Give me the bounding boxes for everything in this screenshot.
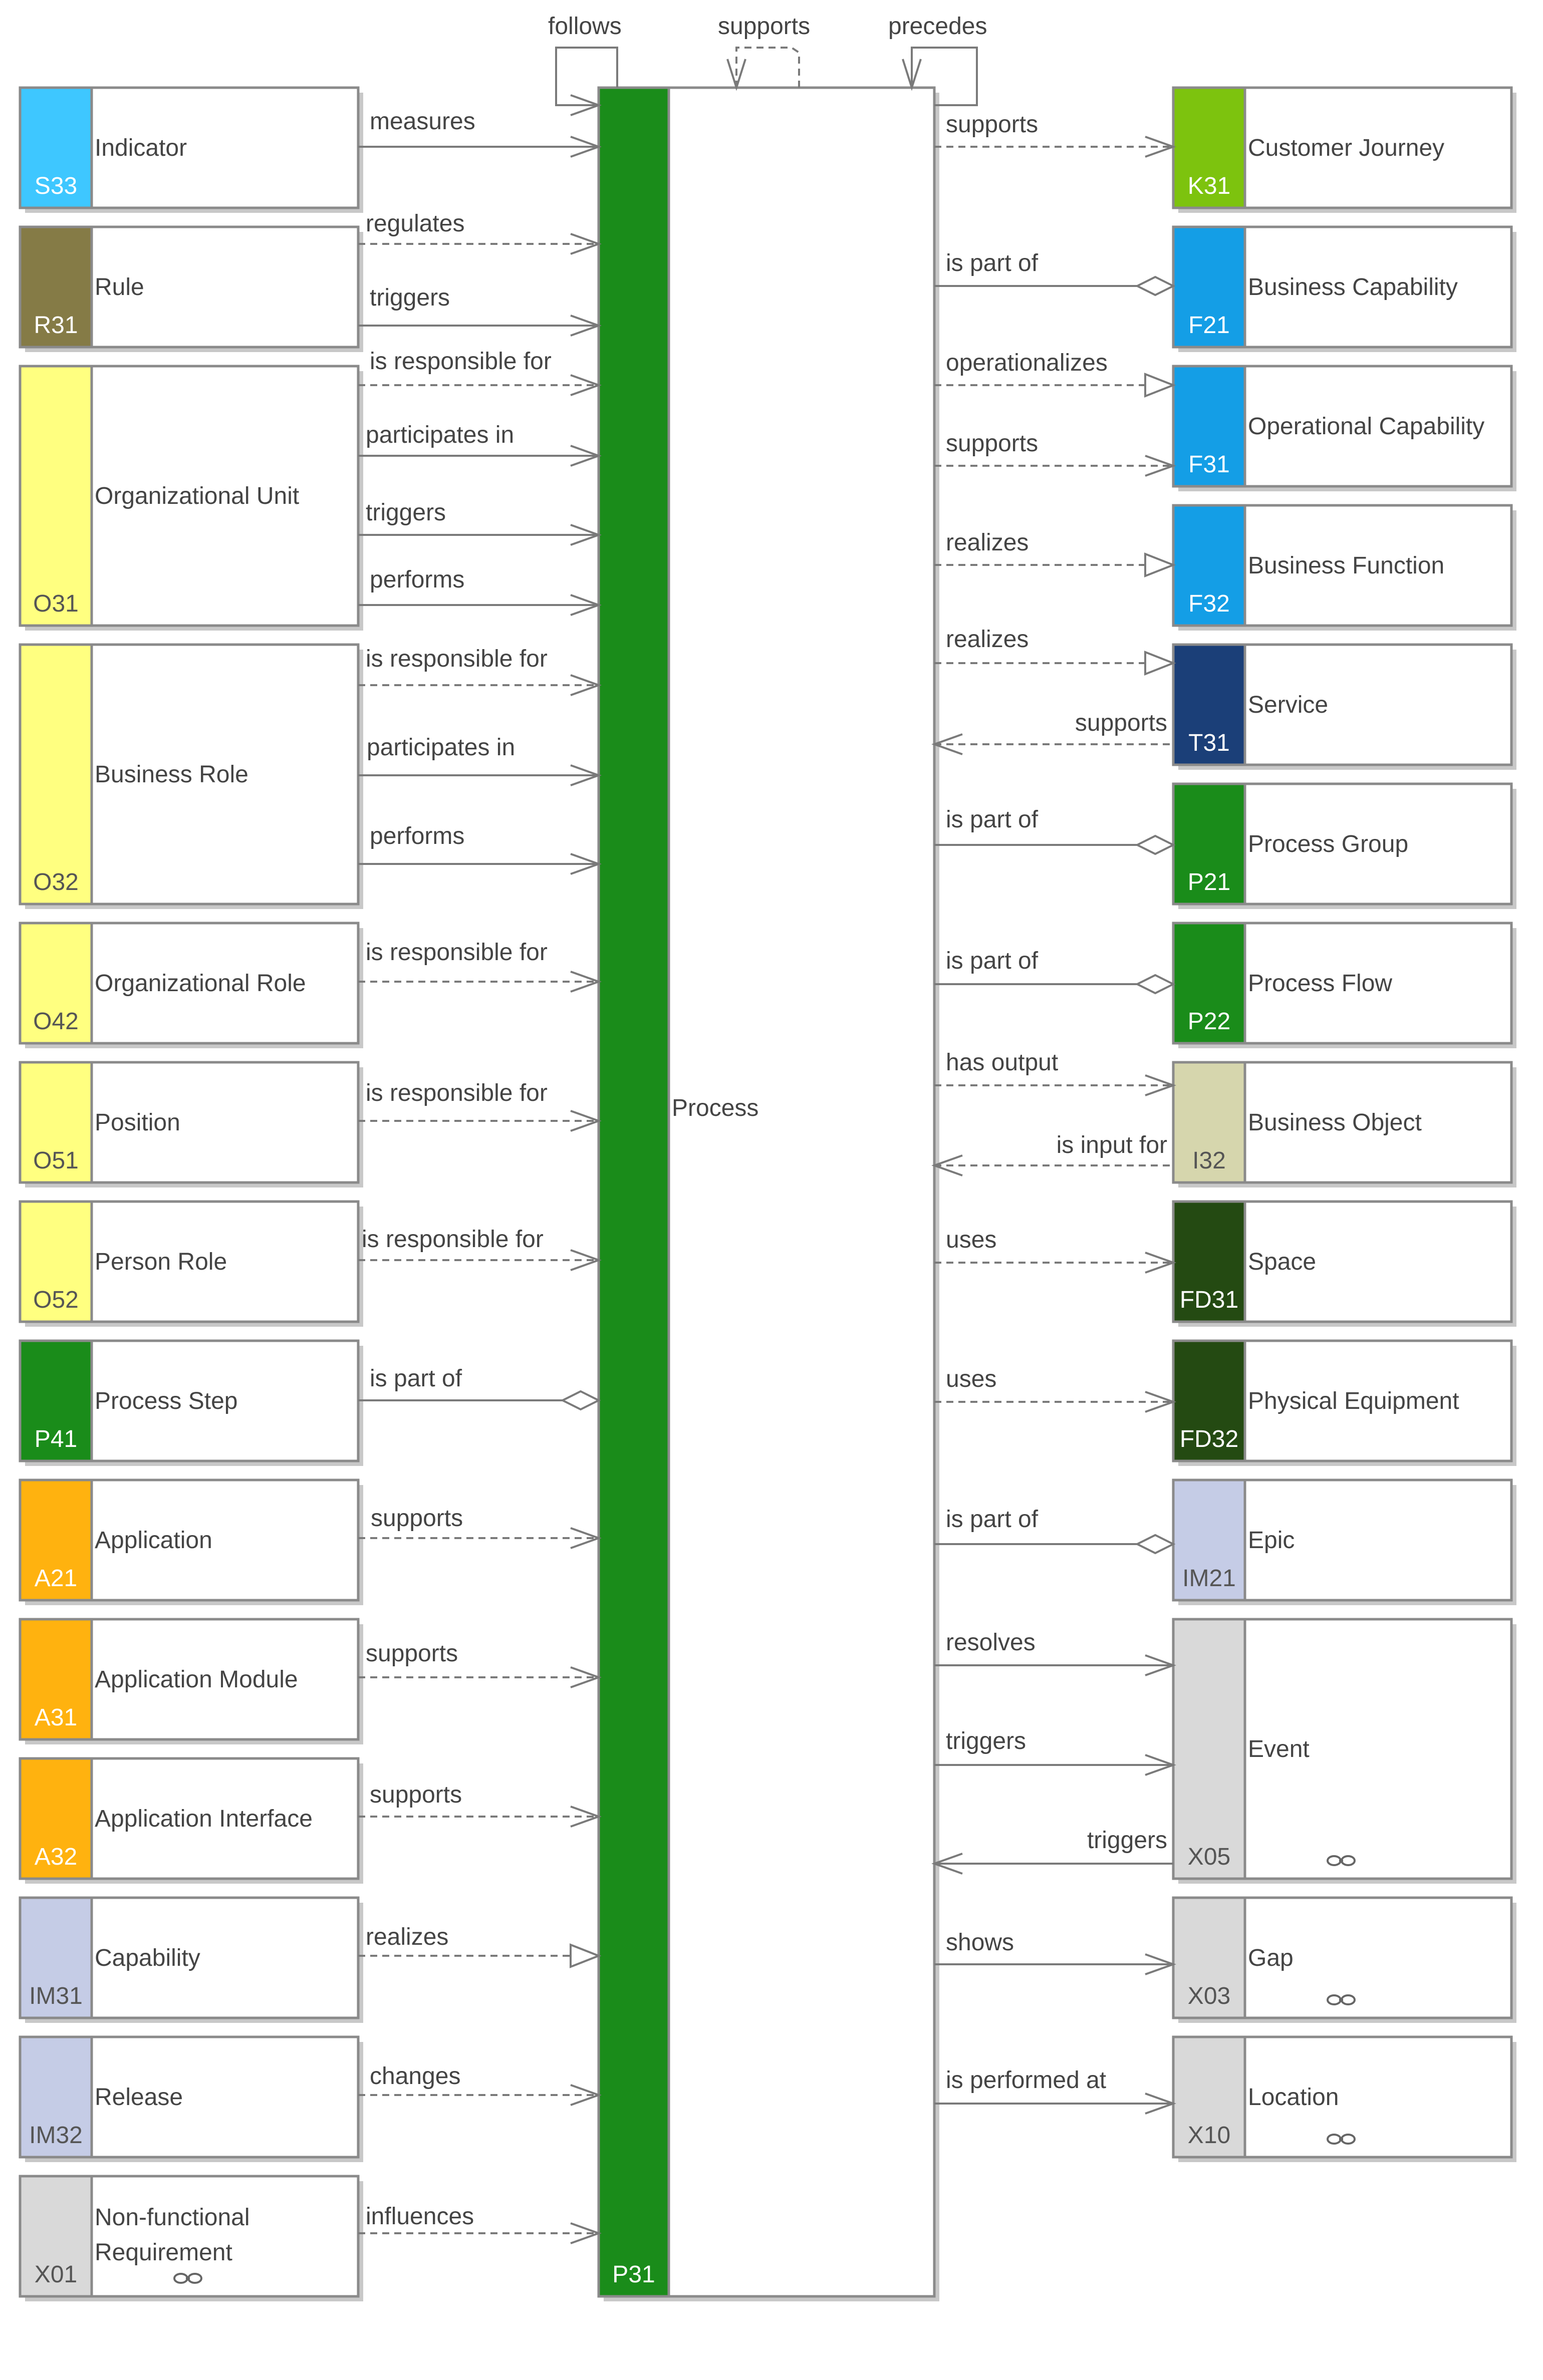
box-code: F21 [1188, 312, 1230, 339]
left-box-indicator[interactable] [20, 88, 358, 208]
left-box-person-role[interactable] [20, 1202, 358, 1322]
box-name: Epic [1248, 1527, 1295, 1554]
box-name: Physical Equipment [1248, 1388, 1459, 1414]
relation-label: supports [370, 1781, 462, 1808]
relation-supports [934, 430, 1173, 476]
box-name: Application Interface [95, 1806, 313, 1832]
box-code: P22 [1187, 1008, 1231, 1035]
box-name: Organizational Role [95, 970, 306, 997]
relation-is-part-of [934, 1506, 1173, 1553]
box-code: P31 [612, 2261, 655, 2288]
center-box-process[interactable] [599, 88, 934, 2296]
left-box-organizational-role[interactable] [20, 923, 358, 1043]
relation-label: is part of [370, 1365, 462, 1392]
relation-is-performed-at [934, 2067, 1173, 2114]
triangle-arrowhead [1145, 374, 1173, 396]
box-code: X10 [1187, 2122, 1231, 2149]
box-code: O42 [33, 1008, 79, 1035]
diamond-arrowhead [1137, 975, 1173, 993]
box-name-line: Requirement [95, 2239, 232, 2266]
relation-label: is input for [1056, 1132, 1167, 1158]
diamond-arrowhead [563, 1391, 599, 1409]
box-name: Organizational Unit [95, 483, 300, 509]
relation-label: uses [946, 1227, 997, 1253]
box-name: Application Module [95, 1666, 298, 1693]
box-code: O51 [33, 1147, 79, 1174]
relation-label: triggers [366, 499, 446, 526]
relation-label: is responsible for [366, 939, 548, 966]
relation-label: supports [946, 430, 1039, 457]
relation-label: is part of [946, 806, 1039, 833]
left-box-capability[interactable] [20, 1898, 358, 2018]
relation-is-responsible-for [358, 1226, 599, 1270]
relation-label: resolves [946, 1629, 1036, 1656]
box-code: O52 [33, 1287, 79, 1313]
right-box-business-object[interactable] [1173, 1062, 1511, 1182]
box-code: F31 [1188, 451, 1230, 478]
relation-uses [934, 1227, 1173, 1273]
relation-influences [358, 2203, 599, 2243]
box-color-stripe [20, 645, 92, 904]
relation-regulates [358, 210, 599, 254]
triangle-arrowhead [1145, 652, 1173, 674]
relation-triggers [934, 1827, 1173, 1874]
relation-line [736, 48, 799, 88]
relation-label: participates in [366, 422, 515, 448]
relation-supports [934, 111, 1173, 157]
box-code: FD31 [1179, 1287, 1239, 1313]
relation-label: influences [366, 2203, 474, 2230]
box-code: P41 [34, 1426, 78, 1452]
relation-label: supports [718, 13, 811, 40]
relation-label: is part of [946, 948, 1039, 974]
relation-label: triggers [946, 1728, 1026, 1754]
box-name: Process Group [1248, 831, 1409, 857]
right-box-operational-capability[interactable] [1173, 366, 1511, 486]
right-box-process-group[interactable] [1173, 784, 1511, 904]
relation-label: has output [946, 1049, 1059, 1076]
self-relation-supports [718, 13, 810, 88]
relation-measures [358, 108, 599, 157]
box-name: Gap [1248, 1945, 1294, 1971]
box-code: O32 [33, 869, 79, 896]
box-code: K31 [1187, 173, 1231, 199]
relation-performs [358, 566, 599, 615]
left-box-business-role[interactable] [20, 645, 358, 904]
right-box-epic[interactable] [1173, 1480, 1511, 1600]
relation-realizes [358, 1924, 599, 1967]
relation-label: shows [946, 1929, 1014, 1956]
box-code: IM21 [1182, 1565, 1236, 1592]
relation-label: supports [946, 111, 1039, 138]
relation-participates-in [358, 422, 599, 466]
box-name: Operational Capability [1248, 413, 1485, 440]
box-name: Business Object [1248, 1109, 1422, 1136]
relation-label: participates in [367, 734, 516, 761]
right-box-event[interactable] [1173, 1619, 1511, 1879]
box-color-stripe [20, 366, 92, 626]
left-box-release[interactable] [20, 2037, 358, 2157]
box-name: Customer Journey [1248, 135, 1445, 161]
left-box-application-interface[interactable] [20, 1758, 358, 1879]
relation-participates-in [358, 734, 599, 785]
box-code: IM31 [29, 1983, 83, 2009]
relation-supports [358, 1781, 599, 1827]
box-name: Business Role [95, 761, 248, 788]
triangle-arrowhead [1145, 554, 1173, 576]
relation-label: triggers [370, 284, 450, 311]
relation-label: realizes [366, 1924, 449, 1950]
relation-is-responsible-for [358, 646, 599, 695]
right-box-location[interactable] [1173, 2037, 1511, 2157]
box-name-line: Non-functional [95, 2204, 250, 2231]
right-box-business-capability[interactable] [1173, 227, 1511, 347]
diamond-arrowhead [1137, 1535, 1173, 1553]
box-code: S33 [34, 173, 78, 199]
box-name: Application [95, 1527, 212, 1554]
relation-supports [934, 710, 1173, 754]
box-name: Location [1248, 2084, 1339, 2111]
box-code: R31 [34, 312, 78, 339]
box-code: F32 [1188, 590, 1230, 617]
relation-supports [358, 1505, 599, 1548]
left-box-rule[interactable] [20, 227, 358, 347]
relation-label: is responsible for [366, 646, 548, 672]
relation-label: is responsible for [370, 348, 552, 375]
relation-has-output [934, 1049, 1173, 1095]
box-code: P21 [1187, 869, 1231, 896]
box-code: I32 [1192, 1147, 1226, 1174]
right-box-gap[interactable] [1173, 1898, 1511, 2018]
relation-is-part-of [934, 948, 1173, 993]
relation-resolves [934, 1629, 1173, 1675]
left-box-application-module[interactable] [20, 1619, 358, 1739]
relation-is-part-of [358, 1365, 599, 1409]
right-box-space[interactable] [1173, 1202, 1511, 1322]
box-name: Event [1248, 1736, 1310, 1762]
relation-label: is responsible for [366, 1080, 548, 1106]
box-code: X01 [34, 2261, 78, 2288]
box-name: Person Role [95, 1249, 227, 1275]
left-box-non-functional-requirement[interactable] [20, 2176, 358, 2296]
box-color-stripe [1173, 1619, 1245, 1879]
relation-label: supports [371, 1505, 463, 1532]
relation-performs [358, 823, 599, 874]
right-box-physical-equipment[interactable] [1173, 1341, 1511, 1461]
relation-supports [358, 1640, 599, 1687]
box-color-stripe [599, 88, 669, 2296]
box-name: Process Step [95, 1388, 238, 1414]
box-name: Process Flow [1248, 970, 1393, 997]
right-box-service[interactable] [1173, 645, 1511, 765]
box-name: Position [95, 1109, 180, 1136]
relation-label: follows [548, 13, 622, 40]
relation-is-responsible-for [358, 1080, 599, 1131]
relation-is-responsible-for [358, 348, 599, 395]
relation-label: is part of [946, 1506, 1039, 1533]
right-box-customer-journey[interactable] [1173, 88, 1511, 208]
relation-is-part-of [934, 250, 1173, 295]
diamond-arrowhead [1137, 277, 1173, 295]
box-code: A31 [34, 1704, 78, 1731]
relation-operationalizes [934, 350, 1173, 396]
diamond-arrowhead [1137, 836, 1173, 854]
relation-triggers [358, 499, 599, 545]
box-name: Release [95, 2084, 183, 2111]
box-code: A21 [34, 1565, 78, 1592]
relation-shows [934, 1929, 1173, 1974]
relation-label: is part of [946, 250, 1039, 276]
relation-is-responsible-for [358, 939, 599, 992]
box-name: Process [672, 1095, 759, 1121]
relation-label: is performed at [946, 2067, 1107, 2094]
box-name: Space [1248, 1249, 1317, 1275]
relation-label: realizes [946, 529, 1029, 556]
relation-label: precedes [888, 13, 987, 40]
box-code: FD32 [1179, 1426, 1239, 1452]
left-box-position[interactable] [20, 1062, 358, 1182]
relation-uses [934, 1366, 1173, 1412]
relation-label: performs [370, 823, 465, 849]
relation-label: performs [370, 566, 465, 593]
relation-changes [358, 2063, 599, 2105]
box-code: O31 [33, 590, 79, 617]
right-box-business-function[interactable] [1173, 505, 1511, 626]
box-code: X05 [1187, 1844, 1231, 1870]
relation-label: regulates [366, 210, 465, 237]
relation-label: is responsible for [362, 1226, 544, 1253]
relation-triggers [358, 284, 599, 336]
triangle-arrowhead [571, 1945, 599, 1967]
left-box-organizational-unit[interactable] [20, 366, 358, 626]
relation-realizes [934, 529, 1173, 576]
relation-triggers [934, 1728, 1173, 1775]
box-name: Business Function [1248, 552, 1445, 579]
box-code: A32 [34, 1844, 78, 1870]
relation-label: supports [1075, 710, 1167, 736]
relation-label: uses [946, 1366, 997, 1392]
box-code: IM32 [29, 2122, 83, 2149]
relation-label: supports [366, 1640, 458, 1667]
relation-realizes [934, 626, 1173, 674]
box-name: Business Capability [1248, 274, 1458, 301]
relation-label: operationalizes [946, 350, 1108, 376]
left-box-process-step[interactable] [20, 1341, 358, 1461]
box-name: Rule [95, 274, 144, 301]
box-code: X03 [1187, 1983, 1231, 2009]
box-name: Service [1248, 692, 1329, 718]
relation-label: changes [370, 2063, 461, 2090]
left-box-application[interactable] [20, 1480, 358, 1600]
relation-label: measures [370, 108, 475, 135]
box-name: Indicator [95, 135, 187, 161]
relation-is-input-for [934, 1132, 1173, 1175]
box-name: Capability [95, 1945, 200, 1971]
relation-is-part-of [934, 806, 1173, 854]
relation-label: triggers [1087, 1827, 1167, 1854]
relation-label: realizes [946, 626, 1029, 653]
box-code: T31 [1188, 730, 1230, 756]
right-box-process-flow[interactable] [1173, 923, 1511, 1043]
